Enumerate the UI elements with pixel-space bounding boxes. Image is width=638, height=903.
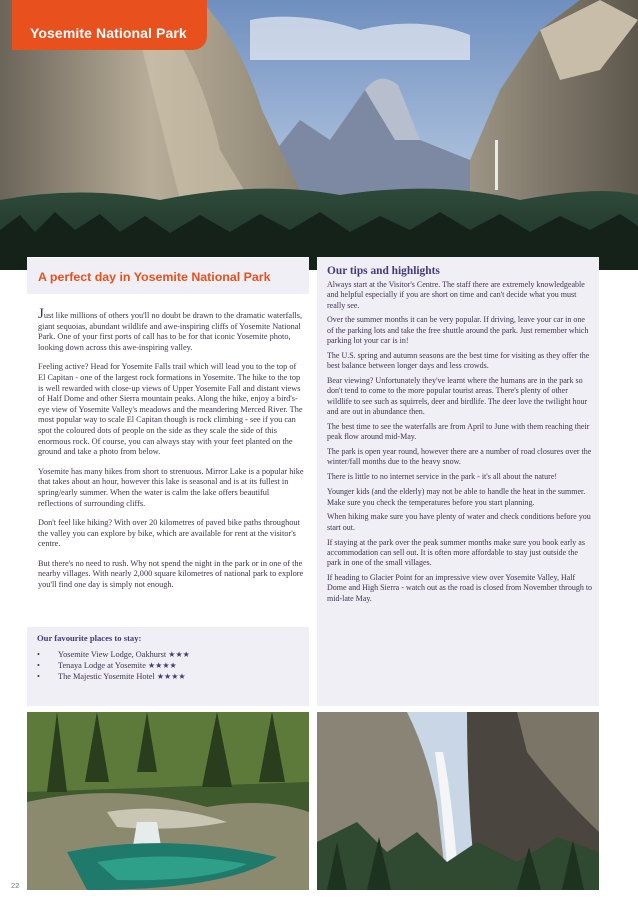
tip-item: Bear viewing? Unfortunately they've learnt where the humans are in the park so don't tend to come to the more popular tourist areas. There's plenty of other wildlife to see such as squirrels, deer and birdlife. The deer love the twilight hour and are out in abundance then. <box>327 376 588 417</box>
tip-item: Younger kids (and the elderly) may not be able to handle the heat in the summer. Make sure you check the temperatures before you start planning. <box>327 487 586 507</box>
article-paragraph: But there's no need to rush. Why not spend the night in the park or in one of the nearby villages. With nearly 2,000 square kilometres of national park to explore you'll find one day is simply not enough. <box>38 558 304 590</box>
star-rating: ★★★★ <box>156 672 186 681</box>
tip-item: Always start at the Visitor's Centre. The staff there are extremely knowledgeable and helpful especially if you are short on time and can't decide what you must really see. <box>327 280 585 310</box>
tip-item: There is little to no internet service in the park - it's all about the nature! <box>327 472 558 482</box>
tip-item: The park is open year round, however there are a number of road closures over the winter/fall months due to the heavy snow. <box>327 447 592 467</box>
favourites-box <box>27 627 309 706</box>
bullet: • <box>37 672 40 681</box>
tip-item: The U.S. spring and autumn seasons are the best time for visiting as they offer the best balance between longer days and less crowds. <box>327 350 590 371</box>
intro-paragraph <box>38 306 304 353</box>
star-rating: ★★★ <box>168 650 190 659</box>
article-paragraph: Don't feel like hiking? With over 20 kilometres of paved bike paths throughout the valley you can explore by bike, which are available for rent at the visitor's centre. <box>38 518 300 549</box>
tip-item: If staying at the park over the peak summer months make sure you book early as accommodation can sell out. It is often more affordable to stay just outside the park in one of the small villages. <box>327 537 585 568</box>
intro-text: ust like millions of others you'll no doubt be drawn to the dramatic waterfalls, giant sequoias, abundant wildlife and awe-inspiring cliffs of Yosemite National Park. One of your first ports of call has to be for that iconic Yosemite photo, looking down across this awe-inspiring valley. <box>38 311 303 352</box>
tip-item: The best time to see the waterfalls are from April to June with them reaching their peak flow around mid-May. <box>327 421 590 442</box>
hotel-name: Yosemite View Lodge, Oakhurst <box>58 650 167 659</box>
article-body <box>38 306 304 600</box>
tips-panel <box>317 257 599 706</box>
tip-item: Over the summer months it can be very popular. If driving, leave your car in one of the parking lots and take the free shuttle around the park. Just remember which parking lot your car is in! <box>327 315 589 346</box>
tips-heading: Our tips and highlights <box>327 265 440 277</box>
favourites-list <box>27 649 309 682</box>
article-header <box>27 257 309 294</box>
hotel-name: The Majestic Yosemite Hotel <box>58 672 155 681</box>
tip-item: If heading to Glacier Point for an impressive view over Yosemite Valley, Half Dome and High Sierra - watch out as the road is closed from November through to mid-late May. <box>327 573 593 603</box>
page-title-tab <box>12 0 207 50</box>
list-item <box>37 660 309 671</box>
dropcap: J <box>38 306 44 322</box>
article-column <box>27 257 309 627</box>
bullet: • <box>37 661 40 670</box>
article-paragraph: Feeling active? Head for Yosemite Falls trail which will lead you to the top of El Capitan - one of the largest rock formations in Yosemite. The hike to the top is well rewarded with close-up views of Upper Yosemite Fall and distant views of Half Dome and other Sierra mountain peaks. Along the hike, enjoy a bird's-eye view of Yosemite Valley's meadows and the meandering Merced River. The most popular way to scale El Capitan though is rock climbing - see if you can spot the coloured dots of people on the side as they scale the side of this enormous rock. Of course, you can always stay with your feet planted on the ground and take a photo from below. <box>38 362 303 457</box>
creek-photo <box>27 712 309 890</box>
article-paragraph: Yosemite has many hikes from short to strenuous. Mirror Lake is a popular hike that takes about an hour, however this lake is seasonal and is at its fullest in spring/early summer. When the water is calm the lake offers beautiful reflections of surrounding cliffs. <box>38 466 304 508</box>
page-title: Yosemite National Park <box>30 25 187 41</box>
list-item <box>37 649 309 660</box>
bullet: • <box>37 650 40 659</box>
list-item <box>37 671 309 682</box>
waterfall-photo <box>317 712 599 890</box>
tip-item: When hiking make sure you have plenty of water and check conditions before you start out. <box>327 512 591 532</box>
tips-list <box>317 280 593 604</box>
star-rating: ★★★★ <box>147 661 177 670</box>
favourites-heading: Our favourite places to stay: <box>37 633 142 643</box>
article-heading: A perfect day in Yosemite National Park <box>38 270 271 284</box>
hotel-name: Tenaya Lodge at Yosemite <box>58 661 146 670</box>
page-number: 22 <box>11 881 20 890</box>
